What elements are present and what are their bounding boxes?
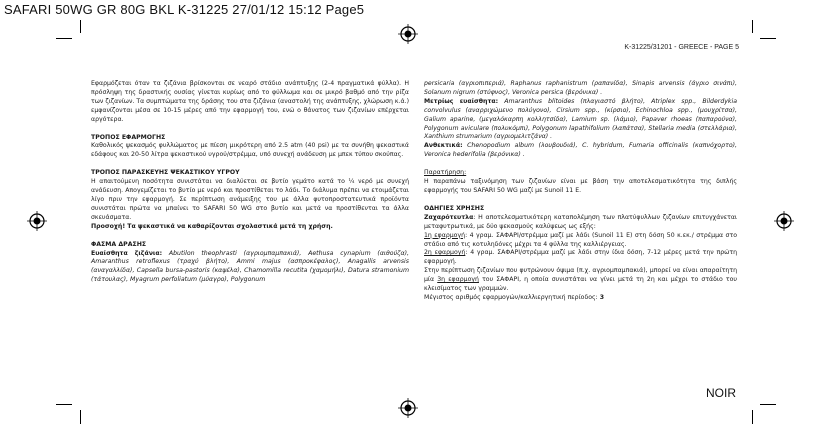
resistant-weeds-paragraph	[424, 142, 737, 160]
left-registration-mark-icon	[27, 211, 47, 231]
crop-mark-top-right-h	[760, 38, 776, 39]
crop-mark-top-left	[80, 20, 81, 33]
moderate-label: Μετρίως ευαίσθητα:	[424, 97, 499, 105]
crop-mark-top-right	[752, 20, 753, 33]
second-application-text: : 4 γραμ. ΣΑΦΑΡΙ/στρέμμα μαζί με λάδι στην ίδια δόση, 7-12 μέρες μετά την πρώτη εφαρμογή.	[424, 249, 737, 266]
top-registration-mark-icon	[398, 24, 418, 44]
bottom-registration-mark-icon	[398, 398, 418, 418]
third-application-label: 3η εφαρμογή	[437, 276, 479, 284]
crop-mark-bottom-left	[80, 410, 81, 424]
spectrum-heading: ΦΑΣΜΑ ΔΡΑΣΗΣ	[91, 240, 147, 248]
sensitive-label: Ευαίσθητα ζιζάνια:	[91, 249, 163, 257]
right-column	[424, 80, 737, 303]
moderate-list: Amaranthus blitoides (πλαγιαστό βλήτο), Atriplex spp., Bilderdykia convolvulus (αναρριχώμενο πολύγονο), Cirsium spp., (κίρσιο), Echinochloa spp., (μουχρίτσα), Galium aparine, (μεγαλόκαρπη κολλητσίδα), Lamium sp. (λάμιο), Papaver rhoeas (παπαρούνα), Polygonum aviculare (πολυκόμπι), Polygonum lapathifolium (λαπάτσα), Stellaria media (στελλάρια), Xanthium strumarium (αγριομελιτζάνα) .	[424, 97, 737, 141]
application-paragraph: Καθολικός ψεκασμός φυλλώματος με πίεση μικρότερη από 2.5 atm (40 psi) με τα συνήθη ψεκαστικά εδάφους και 20-50 λίτρα ψεκαστικού υγρού/στρέμμα, υπό συνεχή ανάδευση με μπεκ τύπου σκούπας.	[91, 142, 409, 159]
crop-mark-top-left-h	[56, 38, 72, 39]
note-label: Παρατήρηση:	[424, 169, 467, 177]
max-applications-text: Μέγιστος αριθμός εφαρμογών/καλλιεργητική περίοδος:	[424, 293, 600, 301]
crop-mark-bottom-right-h	[760, 404, 776, 405]
crop-mark-bottom-right	[752, 410, 753, 424]
moderate-weeds-paragraph	[424, 98, 737, 143]
sugar-beet-paragraph	[424, 214, 737, 232]
late-weeds-paragraph	[424, 267, 737, 294]
max-applications-value: 3	[599, 293, 605, 301]
preparation-paragraph: Η απαιτούμενη ποσότητα συνιστάται να διαλύεται σε βυτίο γεμάτο κατά το ¼ νερό με συνεχή ανάδευση. Απογεμίζεται το βυτίο με νερό και προστίθεται το λάδι. Το διάλυμα πρέπει να ετοιμάζεται λίγο πριν την εφαρμογή. Σε περίπτωση ανάμειξης του με άλλα φυτοπροστατευτικά προϊόντα συνιστάται πρώτα να μπαίνει το SAFARI 50 WG στο βυτίο και μετά να προστίθενται τα άλλα σκευάσματα.	[91, 178, 409, 221]
max-applications-paragraph	[424, 294, 737, 303]
sugar-beet-label: Ζαχαρότευτλα	[424, 213, 474, 221]
first-application-label: 1η εφαρμογή	[424, 231, 466, 239]
cleaning-warning: Προσοχή! Τα ψεκαστικά να καθαρίζονται σχολαστικά μετά τη χρήση.	[91, 222, 333, 230]
left-column	[91, 80, 409, 285]
crop-mark-bottom-left-h	[56, 404, 72, 405]
page-reference: K-31225/31201 - GREECE - PAGE 5	[624, 44, 739, 51]
sensitive-weeds-paragraph	[91, 250, 409, 286]
usage-heading: ΟΔΗΓΙΕΣ ΧΡΗΣΗΣ	[424, 204, 485, 212]
late-weeds-text-a: Στην περίπτωση ζιζανίων που φυτρώνουν όψιμα (π.χ. αγριομπαμπακιά), μπορεί να είναι απαραίτητη μία	[424, 267, 737, 284]
print-slug: SAFARI 50WG GR 80G BKL K-31225 27/01/12 15:12 Page5	[4, 2, 365, 17]
intro-paragraph: Εφαρμόζεται όταν τα ζιζάνια βρίσκονται σε νεαρό στάδιο ανάπτυξης (2-4 πραγματικά φύλλα). Η πρόσληψη της δραστικής ουσίας γίνεται κυρίως από το φύλλωμα και σε μικρό βαθμό από την ρίζα των ζιζανίων. Τα συμπτώματα της δράσης του στα ζιζάνια (αναστολή της ανάπτυξης, χλώρωση κ.ά.) εμφανίζονται μέσα σε 10-15 μέρες από την εφαρμογή του, ενώ ο θάνατος των ζιζανίων επέρχεται αργότερα.	[91, 80, 410, 123]
late-weeds-text-b: του ΣΑΦΑΡΙ, η οποία συνιστάται να γίνει μετά τη 2η και μέχρι το στάδιο του κλεισίματος των γραμμών.	[424, 276, 738, 293]
resistant-label: Ανθεκτικά:	[424, 142, 463, 150]
application-heading: ΤΡΟΠΟΣ ΕΦΑΡΜΟΓΗΣ	[91, 133, 166, 141]
sugar-beet-text: : Η αποτελεσματικότερη καταπολέμηση των πλατύφυλλων ζιζανίων επιτυγχάνεται μεταφυτρωτικά, με δύο ψεκασμούς καλύψεως ως εξής:	[424, 213, 737, 230]
second-application-label: 2η εφαρμογή	[424, 249, 466, 257]
right-registration-mark-icon	[774, 211, 794, 231]
resistant-list: Chenopodium album (λουβουδιά), C. hybridum, Fumaria officinalis (καπνόχορτο), Veronica hederifolia (βερόνικα) .	[424, 142, 738, 159]
sensitive-list: Abutilon theophrasti (αγριομπαμπακιά), Aethusa cynapium (αιθούζα), Amaranthus retroflexus (τραχύ βλήτο), Ammi majus (ασπροκέφαλος), Anagallis arvensis (αναγαλλίδα), Capsella bursa-pastoris (καψέλα), Chamomilla recutita (χαμομήλι), Datura stramonium (τάτουλας), Myagrum perfoliatum (μύαγρο), Polygonum	[91, 249, 409, 284]
preparation-heading: ΤΡΟΠΟΣ ΠΑΡΑΣΚΕΥΗΣ ΨΕΚΑΣΤΙΚΟΥ ΥΓΡΟΥ	[91, 169, 240, 177]
color-separation-label: NOIR	[706, 386, 736, 400]
second-application-paragraph	[424, 249, 737, 267]
note-paragraph: Η παραπάνω ταξινόμηση των ζιζανίων είναι με βάση την αποτελεσματικότητα της διπλής εφαρμογής του SAFARI 50 WG μαζί με Sunoil 11 E.	[424, 178, 737, 194]
sensitive-list-continued: persicaria (αγριοπιπεριά), Raphanus raphanistrum (ραπανίδα), Sinapis arvensis (άγριο σινάπι), Solanum nigrum (στύφνος), Veronica persica (βερόνικα) .	[424, 80, 737, 96]
first-application-paragraph	[424, 232, 737, 250]
first-application-text: : 4 γραμ. ΣΑΦΑΡΙ/στρέμμα μαζί με λάδι (Sunoil 11 E) στη δόση 50 κ.εκ./ στρέμμα στο στάδιο από τις κοτυληδόνες μέχρι τα 4 φύλλα της καλλιέργειας.	[424, 231, 737, 248]
